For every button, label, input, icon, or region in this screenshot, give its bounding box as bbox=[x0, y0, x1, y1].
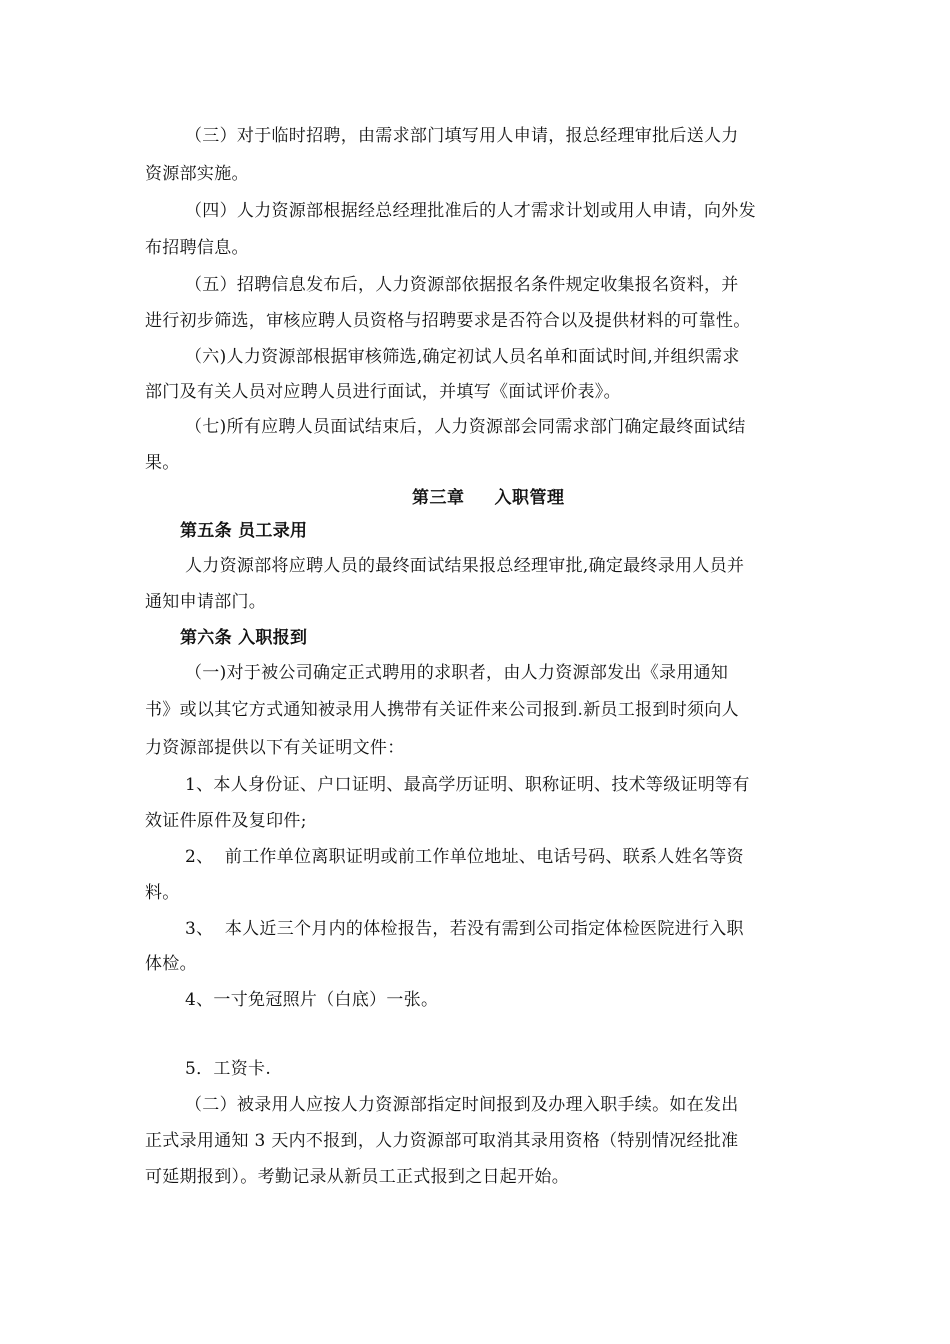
item-4: 4、一寸免冠照片（白底）一张。 bbox=[185, 990, 439, 1010]
article-6-intro-line-3: 力资源部提供以下有关证明文件： bbox=[145, 738, 405, 758]
article-6-intro-line-1: （一)对于被公司确定正式聘用的求职者，由人力资源部发出《录用通知 bbox=[185, 663, 729, 683]
chapter-name: 入职管理 bbox=[494, 488, 565, 508]
chapter-heading bbox=[412, 487, 565, 509]
article-5-title: 第五条 员工录用 bbox=[180, 521, 308, 541]
article-5-line-2: 通知申请部门。 bbox=[145, 592, 267, 612]
chapter-number: 第三章 bbox=[412, 488, 465, 508]
paragraph-5-line-1: （五）招聘信息发布后，人力资源部依据报名条件规定收集报名资料，并 bbox=[185, 275, 739, 295]
item-1-line-2: 效证件原件及复印件; bbox=[145, 811, 307, 831]
item-5: 5．工资卡. bbox=[185, 1059, 272, 1079]
paragraph-4-line-2: 布招聘信息。 bbox=[145, 238, 249, 258]
article-6-second-line-2: 正式录用通知 3 天内不报到，人力资源部可取消其录用资格（特别情况经批准 bbox=[145, 1131, 739, 1151]
paragraph-6-line-2: 部门及有关人员对应聘人员进行面试，并填写《面试评价表》。 bbox=[145, 382, 621, 402]
paragraph-6-line-1: （六)人力资源部根据审核筛选,确定初试人员名单和面试时间,并组织需求 bbox=[185, 347, 740, 367]
paragraph-5-line-2: 进行初步筛选，审核应聘人员资格与招聘要求是否符合以及提供材料的可靠性。 bbox=[145, 311, 751, 331]
item-1-line-1: 1、本人身份证、户口证明、最高学历证明、职称证明、技术等级证明等有 bbox=[185, 775, 750, 795]
item-3-line-2: 体检。 bbox=[145, 954, 197, 974]
article-5-line-1: 人力资源部将应聘人员的最终面试结果报总经理审批,确定最终录用人员并 bbox=[185, 556, 745, 576]
item-3-line-1: 3、 本人近三个月内的体检报告，若没有需到公司指定体检医院进行入职 bbox=[185, 919, 744, 939]
paragraph-7-line-1: （七)所有应聘人员面试结束后，人力资源部会同需求部门确定最终面试结 bbox=[185, 417, 746, 437]
article-6-second-line-1: （二）被录用人应按人力资源部指定时间报到及办理入职手续。如在发出 bbox=[185, 1095, 739, 1115]
article-6-second-line-3: 可延期报到）。考勤记录从新员工正式报到之日起开始。 bbox=[145, 1167, 569, 1187]
item-2-line-1: 2、 前工作单位离职证明或前工作单位地址、电话号码、联系人姓名等资 bbox=[185, 847, 744, 867]
paragraph-4-line-1: （四）人力资源部根据经总经理批准后的人才需求计划或用人申请，向外发 bbox=[185, 201, 756, 221]
paragraph-3-line-2: 资源部实施。 bbox=[145, 164, 249, 184]
article-6-title: 第六条 入职报到 bbox=[180, 628, 308, 648]
item-2-line-2: 料。 bbox=[145, 883, 180, 903]
paragraph-3-line-1: （三）对于临时招聘，由需求部门填写用人申请，报总经理审批后送人力 bbox=[185, 126, 739, 146]
article-6-intro-line-2: 书》或以其它方式通知被录用人携带有关证件来公司报到.新员工报到时须向人 bbox=[145, 700, 739, 720]
paragraph-7-line-2: 果。 bbox=[145, 453, 180, 473]
